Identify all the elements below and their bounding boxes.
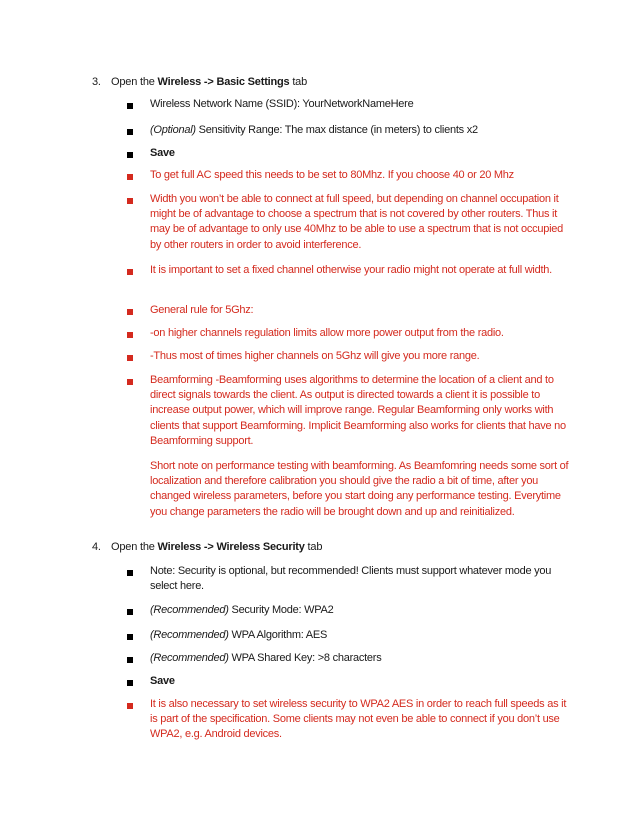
- list-item-save: Save: [150, 147, 175, 159]
- bullet: [127, 332, 133, 338]
- list-item-sensitivity: (Optional) Sensitivity Range: The max distance (in meters) to clients x2: [150, 124, 478, 136]
- step-4-menu-path: Wireless -> Wireless Security: [157, 541, 305, 553]
- list-item-general-rule: General rule for 5Ghz:: [150, 304, 254, 316]
- list-item-ssid: Wireless Network Name (SSID): YourNetworkNameHere: [150, 98, 414, 110]
- bullet: [127, 634, 133, 640]
- bullet: [127, 269, 133, 275]
- bullet: [127, 703, 133, 709]
- bullet: [127, 657, 133, 663]
- list-item-save: Save: [150, 675, 175, 687]
- step-3-heading: 3. Open the Wireless -> Basic Settings tab: [92, 76, 308, 88]
- bullet: [127, 152, 133, 158]
- list-item-more-range: -Thus most of times higher channels on 5Ghz will give you more range.: [150, 350, 480, 362]
- bullet: [127, 129, 133, 135]
- list-item-channel-width: Width you won’t be able to connect at full speed, but depending on channel occupation it might be of advantage to choose a spectrum that is not covered by other routers. Thus it may be of advantage to only use 40Mhz to be able to use a spectrum that is not occupied by other routers in order to avoid interference.: [150, 193, 564, 251]
- bullet: [127, 570, 133, 576]
- bullet: [127, 680, 133, 686]
- list-item-higher-channels: -on higher channels regulation limits allow more power output from the radio.: [150, 327, 504, 339]
- list-item-security-note: Note: Security is optional, but recommended! Clients must support whatever mode you select here.: [150, 565, 552, 593]
- list-item-wpa2-requirement: It is also necessary to set wireless security to WPA2 AES in order to reach full speeds as it is part of the specification. Some clients may not even be able to connect if you don’t use WPA2, e.g. Android devices.: [150, 698, 567, 741]
- step-4-heading: 4. Open the Wireless -> Wireless Security tab: [92, 541, 323, 553]
- list-item-ac-speed: To get full AC speed this needs to be set to 80Mhz. If you choose 40 or 20 Mhz: [150, 169, 514, 181]
- list-item-beamforming: Beamforming -Beamforming uses algorithms to determine the location of a client and to direct signals towards the client. As output is directed towards a client it is possible to increase output power, which will improve range. Regular Beamforming only works with clients that support Beamforming. Implicit Beamforming also works for clients that have no Beamforming support.: [150, 374, 566, 447]
- step-3-menu-path: Wireless -> Basic Settings: [157, 76, 290, 88]
- bullet: [127, 103, 133, 109]
- bullet: [127, 379, 133, 385]
- beamforming-note: Short note on performance testing with beamforming. As Beamfomring needs some sort of localization and therefore calibration you should give the radio a bit of time, after you changed wireless parameters, before you start doing any performance testing. Everytime you change parameters the radio will be brought down and up and reinitialized.: [150, 460, 569, 518]
- bullet: [127, 174, 133, 180]
- bullet: [127, 609, 133, 615]
- list-item-security-mode: (Recommended) Security Mode: WPA2: [150, 604, 334, 616]
- list-item-fixed-channel: It is important to set a fixed channel otherwise your radio might not operate at full width.: [150, 264, 552, 276]
- list-item-shared-key: (Recommended) WPA Shared Key: >8 characters: [150, 652, 382, 664]
- bullet: [127, 355, 133, 361]
- bullet: [127, 309, 133, 315]
- list-item-wpa-algorithm: (Recommended) WPA Algorithm: AES: [150, 629, 328, 641]
- bullet: [127, 198, 133, 204]
